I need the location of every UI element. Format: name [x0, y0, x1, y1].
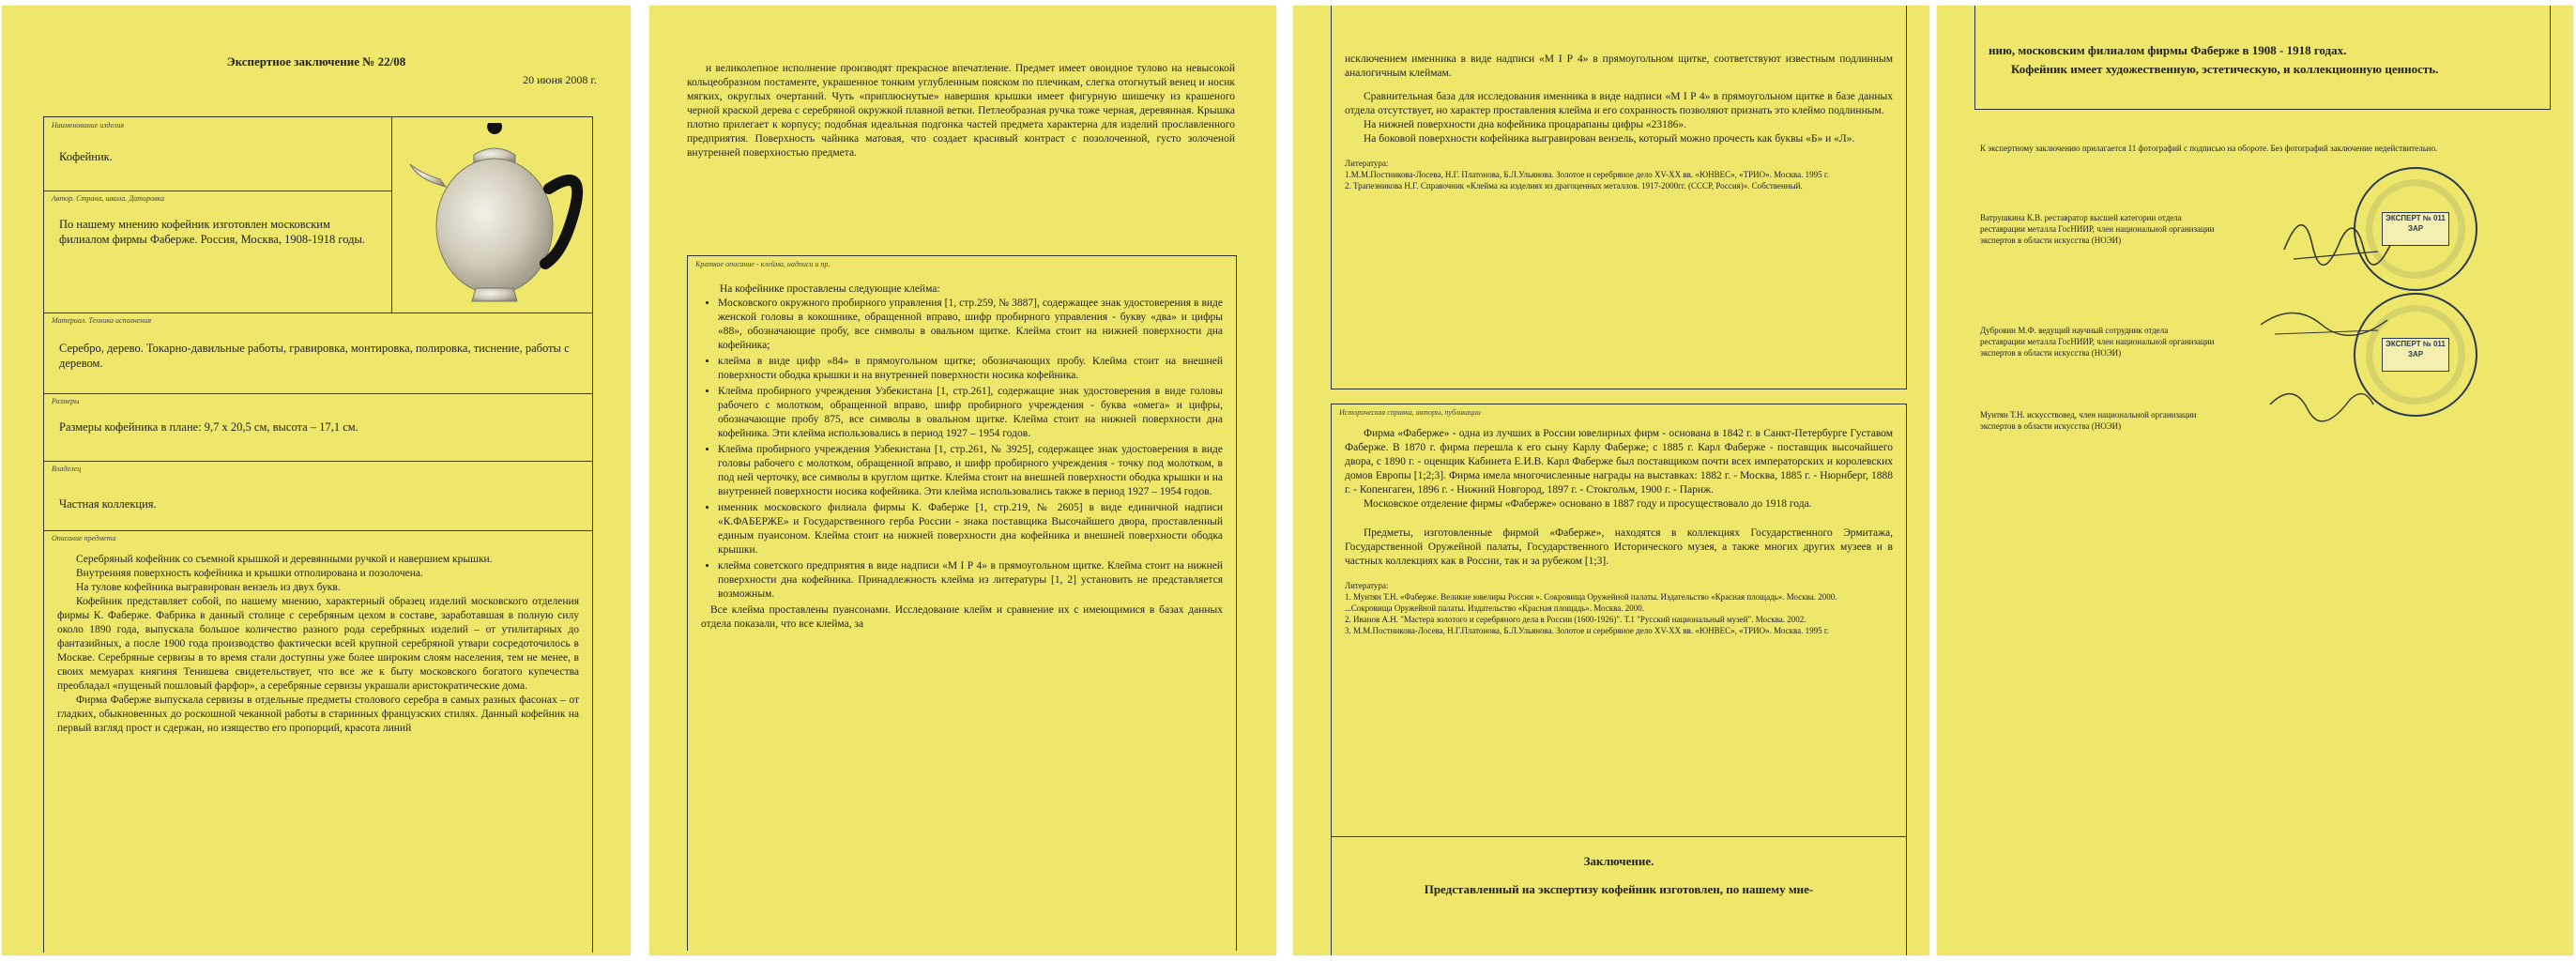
document-page-2	[649, 6, 1276, 955]
expert-stamp-2	[2354, 293, 2477, 417]
document-page-1	[2, 6, 631, 955]
label-item-name: Наименование изделия	[52, 121, 125, 130]
conclusion-value: Кофейник имеет художественную, эстетическую, и коллекционную ценность.	[2011, 62, 2439, 76]
literature-item: 2. Трапезникова Н.Г. Справочник «Клейма на изделиях из драгоценных металлов. 1917-2000гг. (СССР, Россия)». Собственный.	[1345, 181, 1803, 191]
description-block	[57, 553, 579, 736]
analysis-top: исключением именника в виде надписи «М I Р 4» в прямоугольном щитке, соответствуют известным подлинным аналогичным клеймам.	[1345, 53, 1893, 79]
history-paragraph: Предметы, изготовленные фирмой «Фаберже», находятся в коллекциях Государственного Эрмитажа, Государственной Оружейной палаты, Государственного Исторического музея, а также многих других музеев и в частных коллекциях как в России, так и за рубежом [1;3].	[1345, 527, 1893, 567]
stamp-label: ЭКСПЕРТ № 011 ЗАР	[2382, 212, 2449, 246]
stamp-label: ЭКСПЕРТ № 011 ЗАР	[2382, 338, 2449, 372]
conclusion-text: Представленный на экспертизу кофейник изготовлен, по нашему мне-	[1424, 882, 1814, 896]
literature-title: Литература:	[1345, 581, 1389, 590]
expert-signature-3: Мунтян Т.Н. искусствовед, член национальной организации экспертов в области искусства (НОЭИ)	[1980, 410, 2197, 431]
expert-stamp-1	[2354, 167, 2477, 291]
label-history: Историческая справка, авторы, публикации	[1339, 408, 1481, 417]
author-text: По нашему мнению кофейник изготовлен московским филиалом фирмы Фаберже. Россия, Москва, 1908-1918 годы.	[59, 218, 366, 246]
document-title: Экспертное заключение № 22/08	[226, 54, 406, 69]
literature-item: 1. Мунтян Т.Н. «Фаберже. Великие ювелиры России ». Сокровища Оружейной палаты. Издательство «Красная площадь». Москва. 2000.	[1345, 592, 1837, 602]
desc-paragraph: Кофейник представляет собой, по нашему мнению, характерный образец изделий московского отделения фирмы К. Фаберже. Фабрика в данный столице с серебряным цехом в составе, заработавшая в полную силу около 1890 года, выпускала большое количество разного рода серебряных изделий – от утилитарных до фантазийных, а после 1900 года производство фактически всей крупной серебряной утвари сосредоточилось в Москве. Серебряные сервизы в то время стали доступны уже более широким слоям населения, тем не менее, в своих мемуарах княгиня Тенишева свидетельствует, что все же к быту московского богатого купечества преобладал «пущеный пошловый фарфор», а серебряные сервизы украшали аристократические дома.	[57, 596, 579, 692]
conclusion-continued-frame	[1974, 6, 2551, 110]
label-material: Материал. Техника исполнения	[52, 316, 152, 325]
history-frame	[1331, 404, 1907, 837]
conclusion-continued: нию, московским филиалом фирмы Фаберже в 1908 - 1918 годах.	[1989, 43, 2347, 57]
literature-item: 2. Иванов А.Н. "Мастера золотого и серебряного дела в России (1600-1926)". Т.1 "Русский национальный музей". Москва. 2002.	[1345, 615, 1806, 624]
label-description: Описание предмета	[52, 534, 116, 542]
desc-paragraph: Серебряный кофейник со съемной крышкой и деревянными ручкой и навершием крышки.	[76, 554, 493, 565]
analysis-paragraph: Сравнительная база для исследования именника в виде надписи «М I Р 4» в прямоугольном щитке в базе данных отдела отсутствует, но характер проставления клейма и его сохранность позволяют признать это клеймо подлинным.	[1345, 91, 1893, 116]
desc-paragraph: На тулове кофейника выгравирован вензель из двух букв.	[76, 582, 341, 593]
conclusion-frame	[1331, 835, 1907, 955]
history-paragraph: Фирма «Фаберже» - одна из лучших в России ювелирных фирм - основана в 1842 г. в Санкт-Петербурге Густавом Фаберже. В 1870 г. фирма перешла к его сыну Карлу Фаберже; с 1885 г. Карл Фаберже - поставщик высочайшего двора, с 1890 г. - оценщик Кабинета Е.И.В. Карл Фаберже был поставщиком почти всех императорских и королевских домов Европы [1;2;3]. Фирма имела многочисленные награды на выставках: 1882 г. - Москва, 1885 г. - Нюрнберг, 1888 г. - Копенгаген, 1896 г. - Нижний Новгород, 1897 г. - Стокгольм, 1900 г. - Париж.	[1345, 428, 1893, 496]
expert-signature-1: Ватрушкина К.В. реставратор высшей категории отдела реставрации металла ГосНИИР, член национальной организации экспертов в области искусства (НОЭИ)	[1980, 213, 2215, 245]
history-block	[1345, 427, 1893, 636]
desc-paragraph: Внутренняя поверхность кофейника и крышки отполирована и позолочена.	[76, 568, 423, 579]
document-date: 20 июня 2008 г.	[523, 73, 597, 86]
label-size: Размеры	[52, 397, 80, 405]
desc-paragraph: Фирма Фаберже выпускала сервизы в отдельные предметы столового серебра в самых разных фасонах – от гладких, обыкновенных до роскошной чеканной работы в старинных французских стилях. Данный кофейник на первый взгляд прост и сдержан, но изящество его пропорций, красота линий	[57, 694, 579, 734]
form-frame	[43, 116, 593, 953]
marks-intro: На кофейнике проставлены следующие клейма:	[720, 283, 940, 295]
label-owner: Владелец	[52, 465, 82, 473]
mark-item: • клейма в виде цифр «84» в прямоугольном щитке; обозначающих пробу. Клейма стоит на внешней поверхности ободка крышки и на внутренней поверхности носика кофейника.	[718, 355, 1223, 383]
literature-item: 1.М.М.Постникова-Лосева, Н.Г. Платонова, Б.Л.Ульянова. Золотое и серебряное дело XV-XX вв. «ЮНВЕС», «ТРИО». Москва. 1995 г.	[1345, 170, 1829, 179]
marks-tail: Все клейма проставлены пуансонами. Исследование клейм и сравнение их с имеющимися в базах данных отдела показали, что все клейма, за	[701, 604, 1223, 630]
photos-note: К экспертному заключению прилагается 11 фотографий с подписью на обороте. Без фотографий заключение недействительно.	[1980, 144, 2438, 153]
row-divider	[44, 393, 592, 394]
row-divider	[44, 530, 592, 531]
mark-item: • именник московского филиала фирмы К. Фаберже [1, стр.219, № 2605] в виде единичной надписи «К.ФАБЕРЖЕ» и Государственного герба России - знака поставщика Высочайшего двора, проставленный единым пуансоном. Клейма стоит на нижней поверхности дна кофейника и внешней поверхности ободка крышки.	[718, 501, 1223, 557]
mark-item: • Московского окружного пробирного управления [1, стр.259, № 3887], содержащее знак удостоверения в виде женской головы в кокошнике, обращенной вправо, шифр пробирного управления - букву «два» и цифры «88», обозначающие пробу, все символы в овальном щитке. Клейма стоит на нижней поверхности дна кофейника;	[718, 297, 1223, 353]
column-divider	[391, 117, 392, 313]
literature-item: ...Сокровища Оружейной палаты. Издательство «Красная площадь». Москва. 2000.	[1345, 603, 1645, 613]
item-name: Кофейник.	[59, 150, 113, 163]
document-page-4	[1937, 6, 2573, 955]
size-text: Размеры кофейника в плане: 9,7 x 20,5 см, высота – 17,1 см.	[59, 420, 358, 434]
analysis-frame	[1331, 6, 1907, 389]
mark-item: • Клейма пробирного учреждения Узбекистана [1, стр.261, № 3925], содержащее знак удостоверения в виде головы рабочего с молотком, обращенной вправо, и шифр пробирного учреждения - точку под молотком, в под ней черточку, все символы в круглом щитке. Клейма стоит на внешней поверхности ободка крышки и на внутренней поверхности носика кофейника. Эти клейма использовались также в период 1927 – 1954 годов.	[718, 443, 1223, 499]
marks-list	[701, 297, 1223, 602]
analysis-block	[1345, 53, 1893, 191]
conclusion-title: Заключение.	[1583, 854, 1654, 868]
label-marks: Краткое описание - клейма, надписи и пр.	[695, 260, 831, 268]
literature-title: Литература:	[1345, 159, 1389, 168]
marks-frame	[687, 255, 1237, 951]
coffee-pot-photo	[408, 123, 587, 306]
label-author: Автор. Страна, школа. Датировка	[52, 194, 165, 203]
analysis-paragraph: На боковой поверхности кофейника выгравирован вензель, который можно прочесть как буквы «Б» и «Л».	[1364, 133, 1855, 145]
marks-block	[701, 282, 1223, 632]
document-page-3	[1293, 6, 1929, 955]
description-continued: и великолепное исполнение производят прекрасное впечатление. Предмет имеет овоидное тулово на невысокой кольцеобразном постаменте, украшенное тонким углубленным пояском по плечикам, слегка отогнутый венец и носик мягких, округлых очертаний. Чуть «приплюснутые» навершия крышки имеет фигурную шишечку из крашеного черной краской дерева с серебряной окружкой плавной ветки. Петлеобразная ручка тоже черная, деревянная. Крышка плотно прилегает к корпусу; подобная идеальная подгонка частей предмета характерна для изделий прославленного предприятия. Поверхность чайника матовая, что создает красивый контраст с позолоченной, густо золоченой внутренней поверхностью предмета.	[687, 63, 1235, 159]
material-text: Серебро, дерево. Токарно-давильные работы, гравировка, монтировка, полировка, тиснение, работы с деревом.	[59, 342, 570, 370]
mark-item: • клейма советского предприятия в виде надписи «М I Р 4» в прямоугольном щитке. Клейма стоит на нижней поверхности дна кофейника. Принадлежность клейма из литературы [1, 2] установить не представляется возможным.	[718, 559, 1223, 602]
history-paragraph: Московское отделение фирмы «Фаберже» основано в 1887 году и просуществовало до 1918 года.	[1364, 498, 1812, 510]
mark-item: • Клейма пробирного учреждения Узбекистана [1, стр.261], содержащие знак удостоверения в виде головы рабочего с молотком, обращенной вправо, шифр пробирного учреждения - буква «омега» и цифры, обозначающие пробу 875, все символы в овальном щитке. Клейма стоит на нижней поверхности дна кофейника. Эти клейма использовались в период 1927 – 1954 годов.	[718, 385, 1223, 441]
literature-item: 3. М.М.Постникова-Лосева, Н.Г.Платонова, Б.Л.Ульянова. Золотое и серебряное дело XV-XX вв. «ЮНВЕС», «ТРИО». Москва. 1995 г.	[1345, 626, 1829, 635]
analysis-paragraph: На нижней поверхности дна кофейника процарапаны цифры «23186».	[1364, 119, 1687, 130]
expert-signature-2: Дубровин М.Ф. ведущий научный сотрудник отдела реставрации металла ГосНИИР, член национальной организации экспертов в области искусства (НОЭИ)	[1980, 326, 2215, 358]
row-divider	[44, 461, 592, 462]
owner-text: Частная коллекция.	[59, 497, 157, 511]
